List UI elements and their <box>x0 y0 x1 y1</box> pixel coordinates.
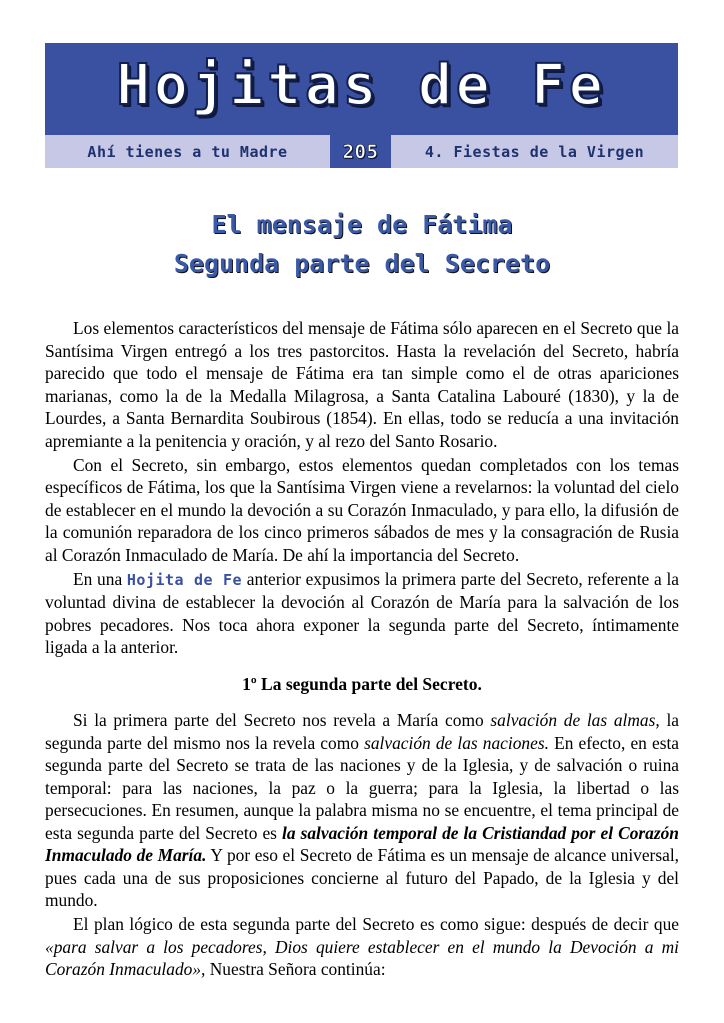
series-label: Ahí tienes a tu Madre <box>45 135 330 168</box>
paragraph-text: Si la primera parte del Secreto nos revela a María como <box>73 710 484 730</box>
section-label: 4. Fiestas de la Virgen <box>391 135 678 168</box>
masthead <box>45 43 678 168</box>
article-title: El mensaje de Fátima <box>211 210 513 239</box>
paragraph-text: En efecto, en esta segunda parte del Secreto se trata de las naciones y de la Iglesia, y de salvación o ruina temporal: para las naciones, la paz o la guerra; para la Iglesia, la libertad o las persecuciones. En resumen, aunque la palabra misma no se encuentre, el tema principal de esta segunda parte del Secreto es <box>45 732 680 843</box>
article-body <box>45 317 679 982</box>
paragraph: Con el Secreto, sin embargo, estos elementos quedan completados con los temas específicos de Fátima, los que la Santísima Virgen viene a revelarnos: la voluntad del cielo de establecer en el mundo la devoción a su Corazón Inmaculado, y para ello, la difusión de la comunión reparadora de los cinco primeros sábados de mes y la consagración de Rusia al Corazón Inmaculado de María. De ahí la importancia del Secreto. <box>45 454 679 565</box>
issue-number: 205 <box>330 135 391 168</box>
paragraph-text: anterior expusimos la primera parte del Secreto, referente a la voluntad divina de establecer la devoción al Corazón de María para la salvación de los pobres pecadores. Nos toca ahora exponer la segunda parte del Secreto, íntimamente ligada a la anterior. <box>45 568 679 657</box>
emphasis: «para salvar a los pecadores, Dios quiere establecer en el mundo la Devoción a mi Corazón Inmaculado», <box>45 936 679 979</box>
paragraph-text: la segunda parte del mismo nos la revela como <box>45 710 679 753</box>
masthead-subbar <box>45 135 678 168</box>
section-heading: 1º La segunda parte del Secreto. <box>242 673 482 694</box>
masthead-banner <box>45 43 678 135</box>
paragraph-text: Y por eso el Secreto de Fátima es un mensaje de alcance universal, pues cada una de sus proposiciones concierne al futuro del Papado, de la Iglesia y del mundo. <box>45 845 680 910</box>
paragraph-text: En una <box>73 568 123 589</box>
paragraph <box>45 568 679 659</box>
publication-title: Hojitas de Fe <box>116 53 607 118</box>
emphasis: salvación de las almas, <box>490 710 660 730</box>
strong-emphasis: la salvación temporal de la Cristiandad por el Corazón Inmaculado de María. <box>45 822 679 865</box>
paragraph-text: Nuestra Señora continúa: <box>209 959 386 979</box>
emphasis: salvación de las naciones. <box>364 732 549 753</box>
publication-name-inline: Hojita de Fe <box>126 570 243 589</box>
article-subtitle: Segunda parte del Secreto <box>173 249 551 278</box>
paragraph: Los elementos característicos del mensaje de Fátima sólo aparecen en el Secreto que la Santísima Virgen entregó a los tres pastorcitos. Hasta la revelación del Secreto, habría parecido que todo el mensaje de Fátima era tan simple como el de otras apariciones marianas, como la de la Medalla Milagrosa, a Santa Catalina Labouré (1830), y la de Lourdes, a Santa Bernardita Soubirous (1854). En ellas, todo se reducía a una invitación apremiante a la penitencia y oración, y al rezo del Santo Rosario. <box>45 318 679 451</box>
paragraph <box>45 709 679 912</box>
article-titles <box>0 205 724 283</box>
paragraph-text: El plan lógico de esta segunda parte del Secreto es como sigue: después de decir que <box>73 914 679 934</box>
paragraph <box>45 913 679 981</box>
